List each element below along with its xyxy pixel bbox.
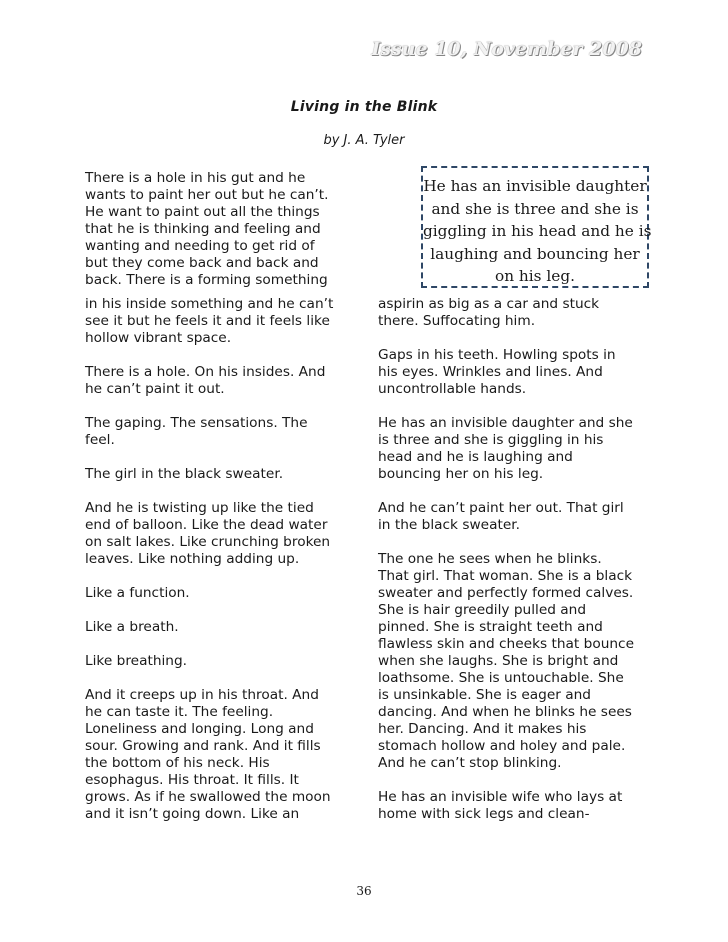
pull-quote-line: laughing and bouncing her: [430, 244, 640, 263]
text-line: the bottom of his neck. His: [85, 755, 270, 771]
left-column: [85, 296, 360, 823]
text-line: wants to paint her out but he can’t.: [85, 187, 329, 203]
text-line: leaves. Like nothing adding up.: [85, 551, 300, 567]
text-line: he can’t paint it out.: [85, 381, 225, 397]
pull-quote-line: He has an invisible daughter: [423, 177, 647, 195]
text-line: see it but he feels it and it feels like: [85, 313, 330, 329]
text-line: hollow vibrant space.: [85, 330, 232, 346]
issue-header: Issue 10, November 2008: [371, 38, 642, 60]
paragraph: [378, 551, 658, 772]
text-line: dancing. And when he blinks he sees: [378, 704, 632, 720]
text-line: is three and she is giggling in his: [378, 432, 604, 448]
paragraph: [85, 687, 360, 823]
text-line: there. Suffocating him.: [378, 313, 536, 329]
text-line: The gaping. The sensations. The: [85, 415, 308, 431]
text-line: bouncing her on his leg.: [378, 466, 544, 482]
text-line: sweater and perfectly formed calves.: [378, 585, 634, 601]
text-line: She is hair greedily pulled and: [378, 602, 587, 618]
text-line: wanting and needing to get rid of: [85, 238, 315, 254]
text-line: when she laughs. She is bright and: [378, 653, 619, 669]
text-line: end of balloon. Like the dead water: [85, 517, 328, 533]
text-line: Like breathing.: [85, 653, 188, 669]
text-line: And he can’t stop blinking.: [378, 755, 562, 771]
text-line: esophagus. His throat. It fills. It: [85, 772, 299, 788]
text-line: He has an invisible daughter and she: [378, 415, 633, 431]
paragraph: [85, 619, 360, 636]
text-line: He want to paint out all the things: [85, 204, 320, 220]
text-line: Like a breath.: [85, 619, 179, 635]
text-line: stomach hollow and holey and pale.: [378, 738, 626, 754]
text-line: And he is twisting up like the tied: [85, 500, 314, 516]
pull-quote-box: [421, 166, 652, 288]
pull-quote-line: on his leg.: [495, 267, 575, 285]
paragraph: [85, 466, 360, 483]
pull-quote-line: giggling in his head and he is: [423, 222, 652, 240]
article-byline: by J. A. Tyler: [323, 133, 405, 148]
text-line: is unsinkable. She is eager and: [378, 687, 591, 703]
text-line: The girl in the black sweater.: [85, 466, 284, 482]
text-line: uncontrollable hands.: [378, 381, 527, 397]
page-number: 36: [356, 884, 372, 898]
text-line: aspirin as big as a car and stuck: [378, 296, 600, 312]
article-title: Living in the Blink: [290, 99, 438, 115]
text-line: The one he sees when he blinks.: [378, 551, 602, 567]
text-line: pinned. She is straight teeth and: [378, 619, 603, 635]
text-line: grows. As if he swallowed the moon: [85, 789, 331, 805]
left-column-top: [85, 170, 360, 289]
text-line: he can taste it. The feeling.: [85, 704, 274, 720]
text-line: in his inside something and he can’t: [85, 296, 334, 312]
text-line: that he is thinking and feeling and: [85, 221, 321, 237]
text-line: her. Dancing. And it makes his: [378, 721, 587, 737]
text-line: That girl. That woman. She is a black: [378, 568, 633, 584]
text-line: There is a hole. On his insides. And: [85, 364, 326, 380]
text-line: home with sick legs and clean-: [378, 806, 590, 822]
paragraph: [378, 500, 658, 534]
text-line: Loneliness and longing. Long and: [85, 721, 314, 737]
text-line: Like a function.: [85, 585, 190, 601]
paragraph: [85, 364, 360, 398]
text-line: and it isn’t going down. Like an: [85, 806, 300, 822]
paragraph: [85, 296, 360, 347]
text-line: but they come back and back and: [85, 255, 319, 271]
paragraph: [85, 415, 360, 449]
pull-quote-line: and she is three and she is: [431, 199, 639, 218]
text-line: his eyes. Wrinkles and lines. And: [378, 364, 603, 380]
paragraph: [378, 347, 658, 398]
paragraph: [85, 585, 360, 602]
paragraph: [378, 789, 658, 823]
text-line: flawless skin and cheeks that bounce: [378, 636, 634, 652]
paragraph: [378, 296, 658, 330]
text-line: And he can’t paint her out. That girl: [378, 500, 624, 516]
text-line: And it creeps up in his throat. And: [85, 687, 319, 703]
text-line: feel.: [85, 432, 115, 448]
text-line: back. There is a forming something: [85, 272, 328, 288]
text-line: He has an invisible wife who lays at: [378, 789, 623, 805]
text-line: loathsome. She is untouchable. She: [378, 670, 624, 686]
paragraph: [85, 500, 360, 568]
text-line: head and he is laughing and: [378, 449, 573, 465]
text-line: in the black sweater.: [378, 517, 520, 533]
text-line: Gaps in his teeth. Howling spots in: [378, 347, 616, 363]
right-column: [378, 296, 658, 823]
text-line: sour. Growing and rank. And it fills: [85, 738, 321, 754]
text-line: on salt lakes. Like crunching broken: [85, 534, 331, 550]
paragraph: [85, 653, 360, 670]
paragraph: [378, 415, 658, 483]
text-line: There is a hole in his gut and he: [85, 170, 306, 186]
